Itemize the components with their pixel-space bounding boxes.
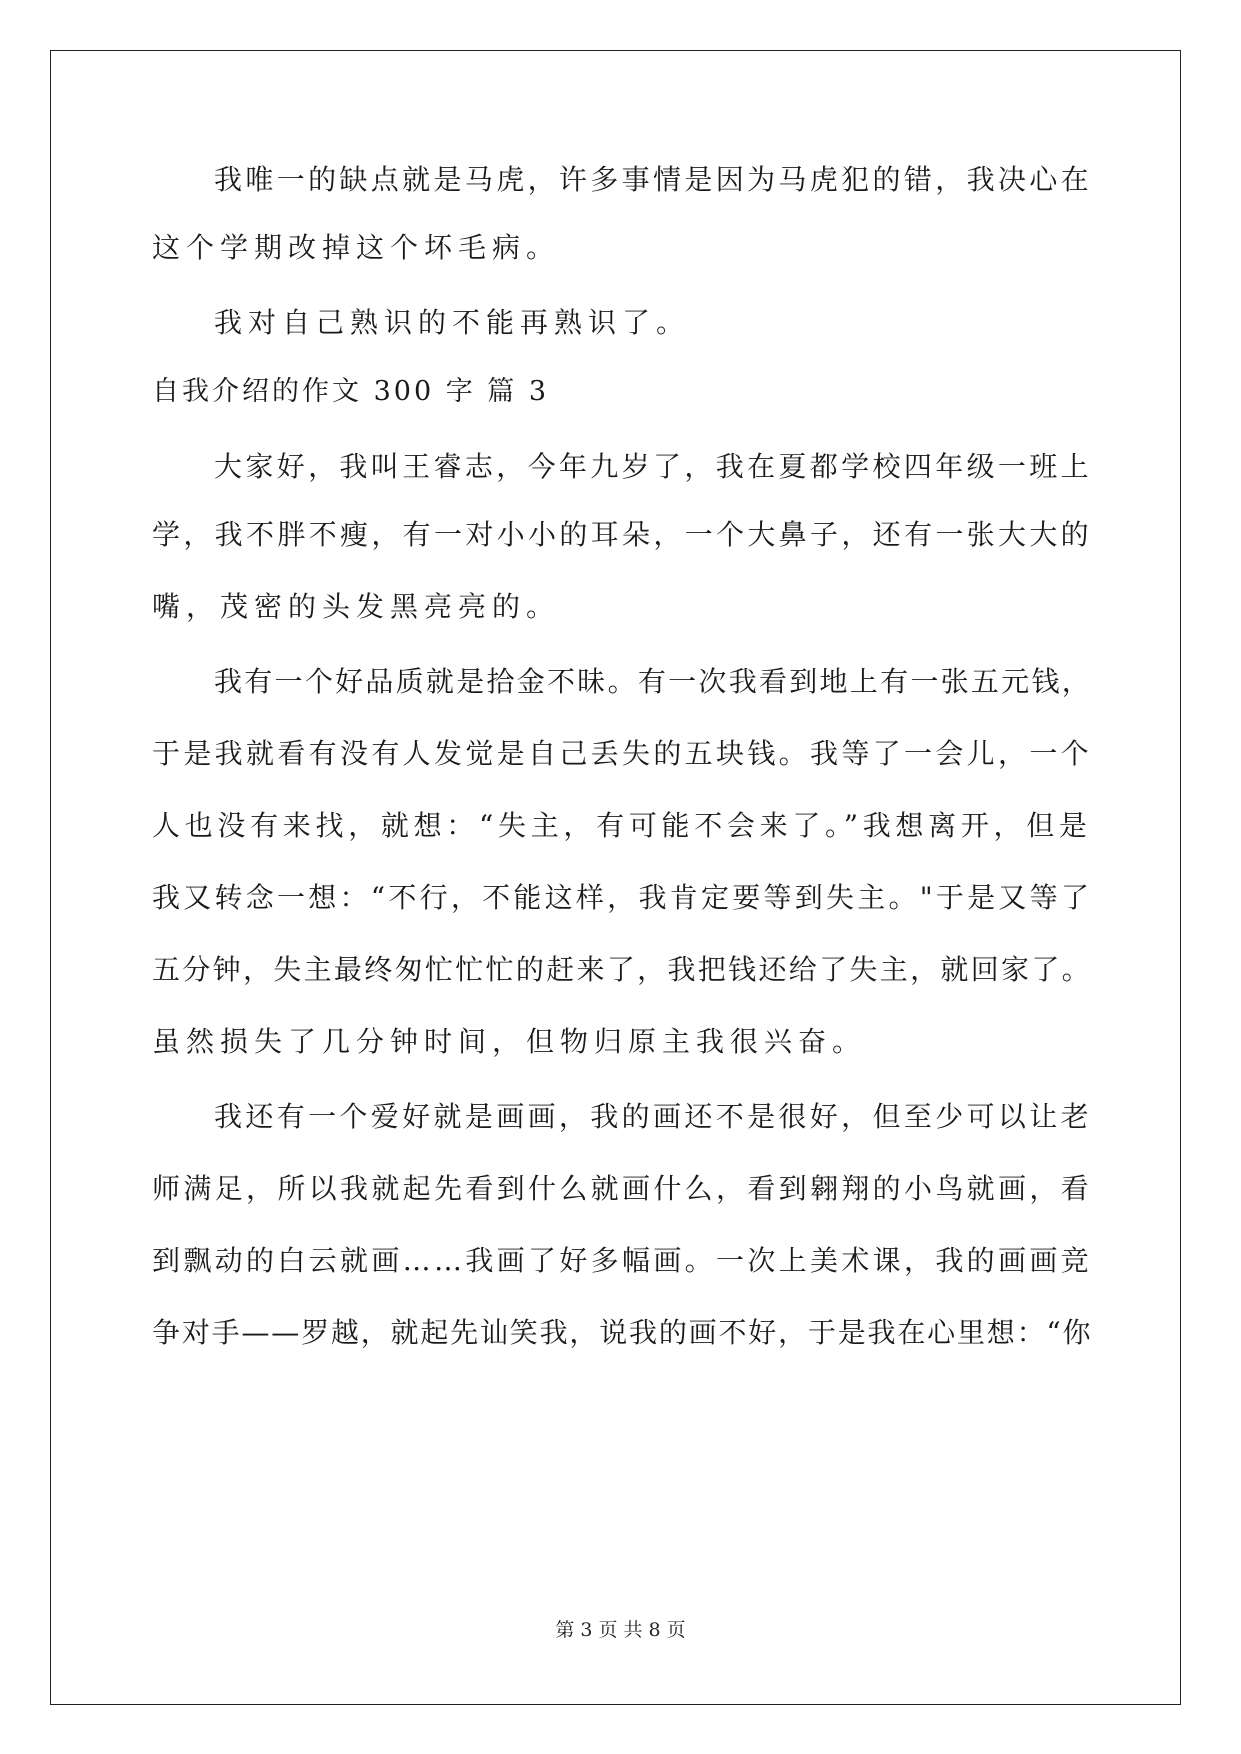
- paragraph-line: 我又转念一想：“不行，不能这样，我肯定要等到失主。"于是又等了: [152, 881, 1093, 914]
- paragraph-line: 嘴，茂密的头发黑亮亮的。: [152, 590, 561, 623]
- paragraph-line: 我还有一个爱好就是画画，我的画还不是很好，但至少可以让老: [214, 1100, 1093, 1133]
- paragraph-line: 大家好，我叫王睿志，今年九岁了，我在夏都学校四年级一班上: [214, 450, 1093, 483]
- paragraph-line: 我唯一的缺点就是马虎，许多事情是因为马虎犯的错，我决心在: [214, 163, 1093, 196]
- section-heading: 自我介绍的作文 300 字 篇 3: [152, 376, 550, 407]
- page-number-footer: 第 3 页 共 8 页: [555, 1619, 686, 1641]
- paragraph-line: 于是我就看有没有人发觉是自己丢失的五块钱。我等了一会儿，一个: [152, 737, 1093, 770]
- paragraph-line: 五分钟，失主最终匆忙忙忙的赶来了，我把钱还给了失主，就回家了。: [152, 953, 1093, 986]
- paragraph-line: 人也没有来找，就想：“失主，有可能不会来了。”我想离开，但是: [152, 809, 1092, 842]
- paragraph-line: 虽然损失了几分钟时间，但物归原主我很兴奋。: [152, 1025, 867, 1058]
- paragraph-line: 争对手——罗越，就起先讪笑我，说我的画不好，于是我在心里想：“你: [152, 1316, 1093, 1349]
- paragraph-line: 到飘动的白云就画……我画了好多幅画。一次上美术课，我的画画竞: [152, 1244, 1093, 1277]
- paragraph-line: 我对自己熟识的不能再熟识了。: [214, 306, 691, 339]
- paragraph-line: 学，我不胖不瘦，有一对小小的耳朵，一个大鼻子，还有一张大大的: [152, 518, 1093, 551]
- paragraph-line: 师满足，所以我就起先看到什么就画什么，看到翱翔的小鸟就画，看: [152, 1172, 1093, 1205]
- paragraph-line: 这个学期改掉这个坏毛病。: [152, 231, 561, 264]
- paragraph-line: 我有一个好品质就是拾金不昧。有一次我看到地上有一张五元钱，: [214, 665, 1093, 698]
